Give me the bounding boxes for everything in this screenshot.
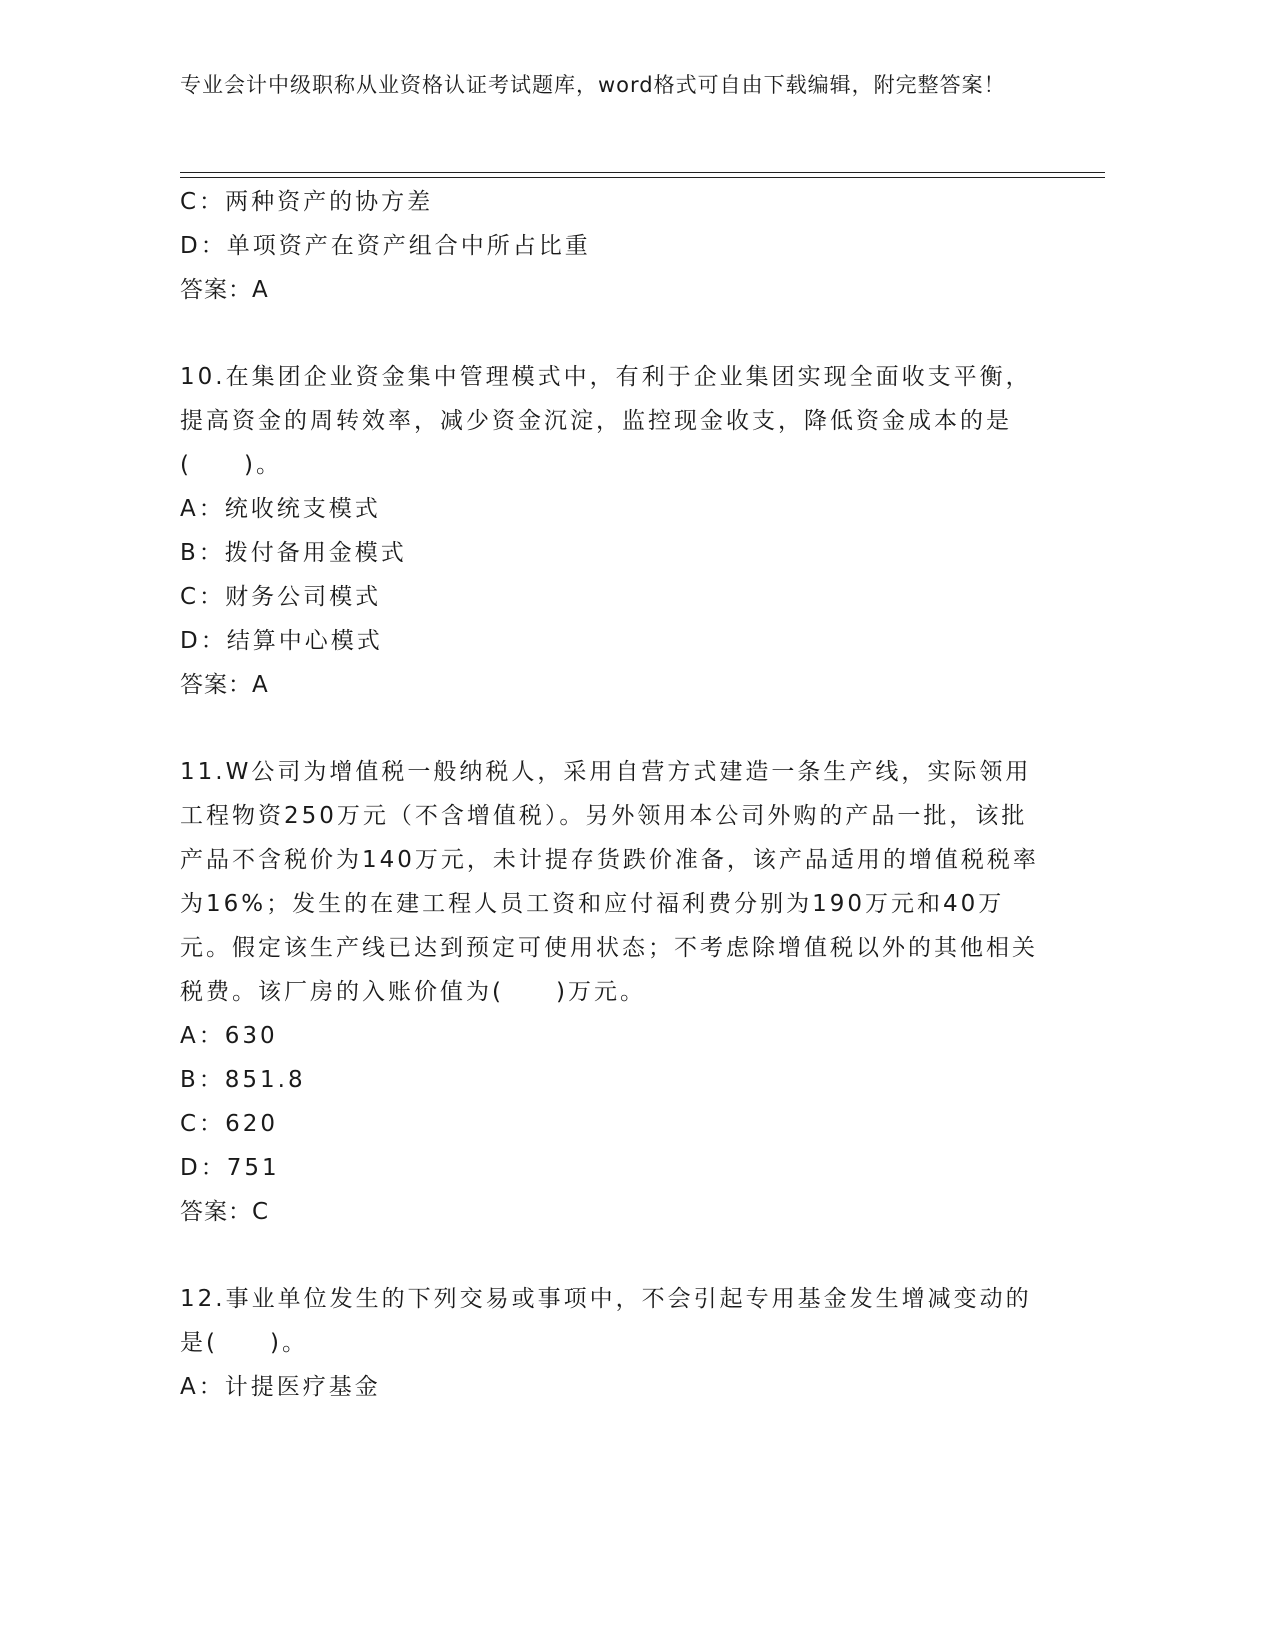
option-label: C： — [180, 189, 226, 215]
option-label: A： — [180, 1374, 225, 1400]
option-text: 单项资产在资产组合中所占比重 — [226, 233, 591, 259]
option-label: A： — [180, 496, 225, 522]
document-header — [180, 70, 1040, 100]
answer-line: 答案：A — [180, 672, 269, 698]
option-label: D： — [180, 628, 227, 654]
option-label: B： — [180, 540, 225, 566]
option-item — [180, 1014, 1040, 1058]
option-item — [180, 619, 1040, 663]
option-text: 统收统支模式 — [224, 496, 381, 522]
option-text: 计提医疗基金 — [224, 1374, 381, 1400]
option-text: 财务公司模式 — [225, 584, 382, 610]
option-text: 两种资产的协方差 — [225, 189, 434, 215]
option-text: 结算中心模式 — [226, 628, 383, 654]
option-label: A： — [180, 1023, 225, 1049]
spacer — [180, 707, 1040, 750]
option-item — [180, 1102, 1040, 1146]
option-item — [180, 180, 1040, 224]
option-text: 拨付备用金模式 — [224, 540, 407, 566]
header-divider-thin — [180, 177, 1105, 178]
question-10-text: 10.在集团企业资金集中管理模式中，有利于企业集团实现全面收支平衡，提高资金的周转效率，减少资金沉淀，监控现金收支，降低资金成本的是( )。 — [180, 364, 1032, 478]
option-item — [180, 1365, 1040, 1409]
option-text: 851.8 — [224, 1067, 306, 1093]
option-item — [180, 1058, 1040, 1102]
option-item — [180, 575, 1040, 619]
option-text: 630 — [224, 1023, 278, 1049]
option-text: 620 — [225, 1111, 278, 1137]
option-label: C： — [180, 1111, 226, 1137]
spacer — [180, 1234, 1040, 1277]
option-label: D： — [180, 233, 227, 259]
header-divider-thick — [180, 172, 1105, 173]
question-12-text: 12.事业单位发生的下列交易或事项中，不会引起专用基金发生增减变动的是( )。 — [180, 1286, 1032, 1356]
option-item — [180, 531, 1040, 575]
question-11-text: 11.W公司为增值税一般纳税人，采用自营方式建造一条生产线，实际领用工程物资250万元（不含增值税）。另外领用本公司外购的产品一批，该批产品不含税价为140万元，未计提存货跌价准备，该产品适用的增值税税率为16%；发生的在建工程人员工资和应付福利费分别为190万元和40万元。假定该生产线已达到预定可使用状态；不考虑除增值税以外的其他相关税费。该厂房的入账价值为( )万元。 — [180, 759, 1039, 1005]
option-label: B： — [180, 1067, 225, 1093]
document-body — [180, 180, 1040, 1409]
option-label: D： — [180, 1155, 227, 1181]
header-text: 专业会计中级职称从业资格认证考试题库，word格式可自由下载编辑，附完整答案！ — [180, 73, 1006, 97]
option-item — [180, 1146, 1040, 1190]
answer-line: 答案：A — [180, 277, 269, 303]
spacer — [180, 312, 1040, 355]
answer-line: 答案：C — [180, 1199, 270, 1225]
option-item — [180, 487, 1040, 531]
option-label: C： — [180, 584, 226, 610]
option-text: 751 — [226, 1155, 280, 1181]
option-item — [180, 224, 1040, 268]
